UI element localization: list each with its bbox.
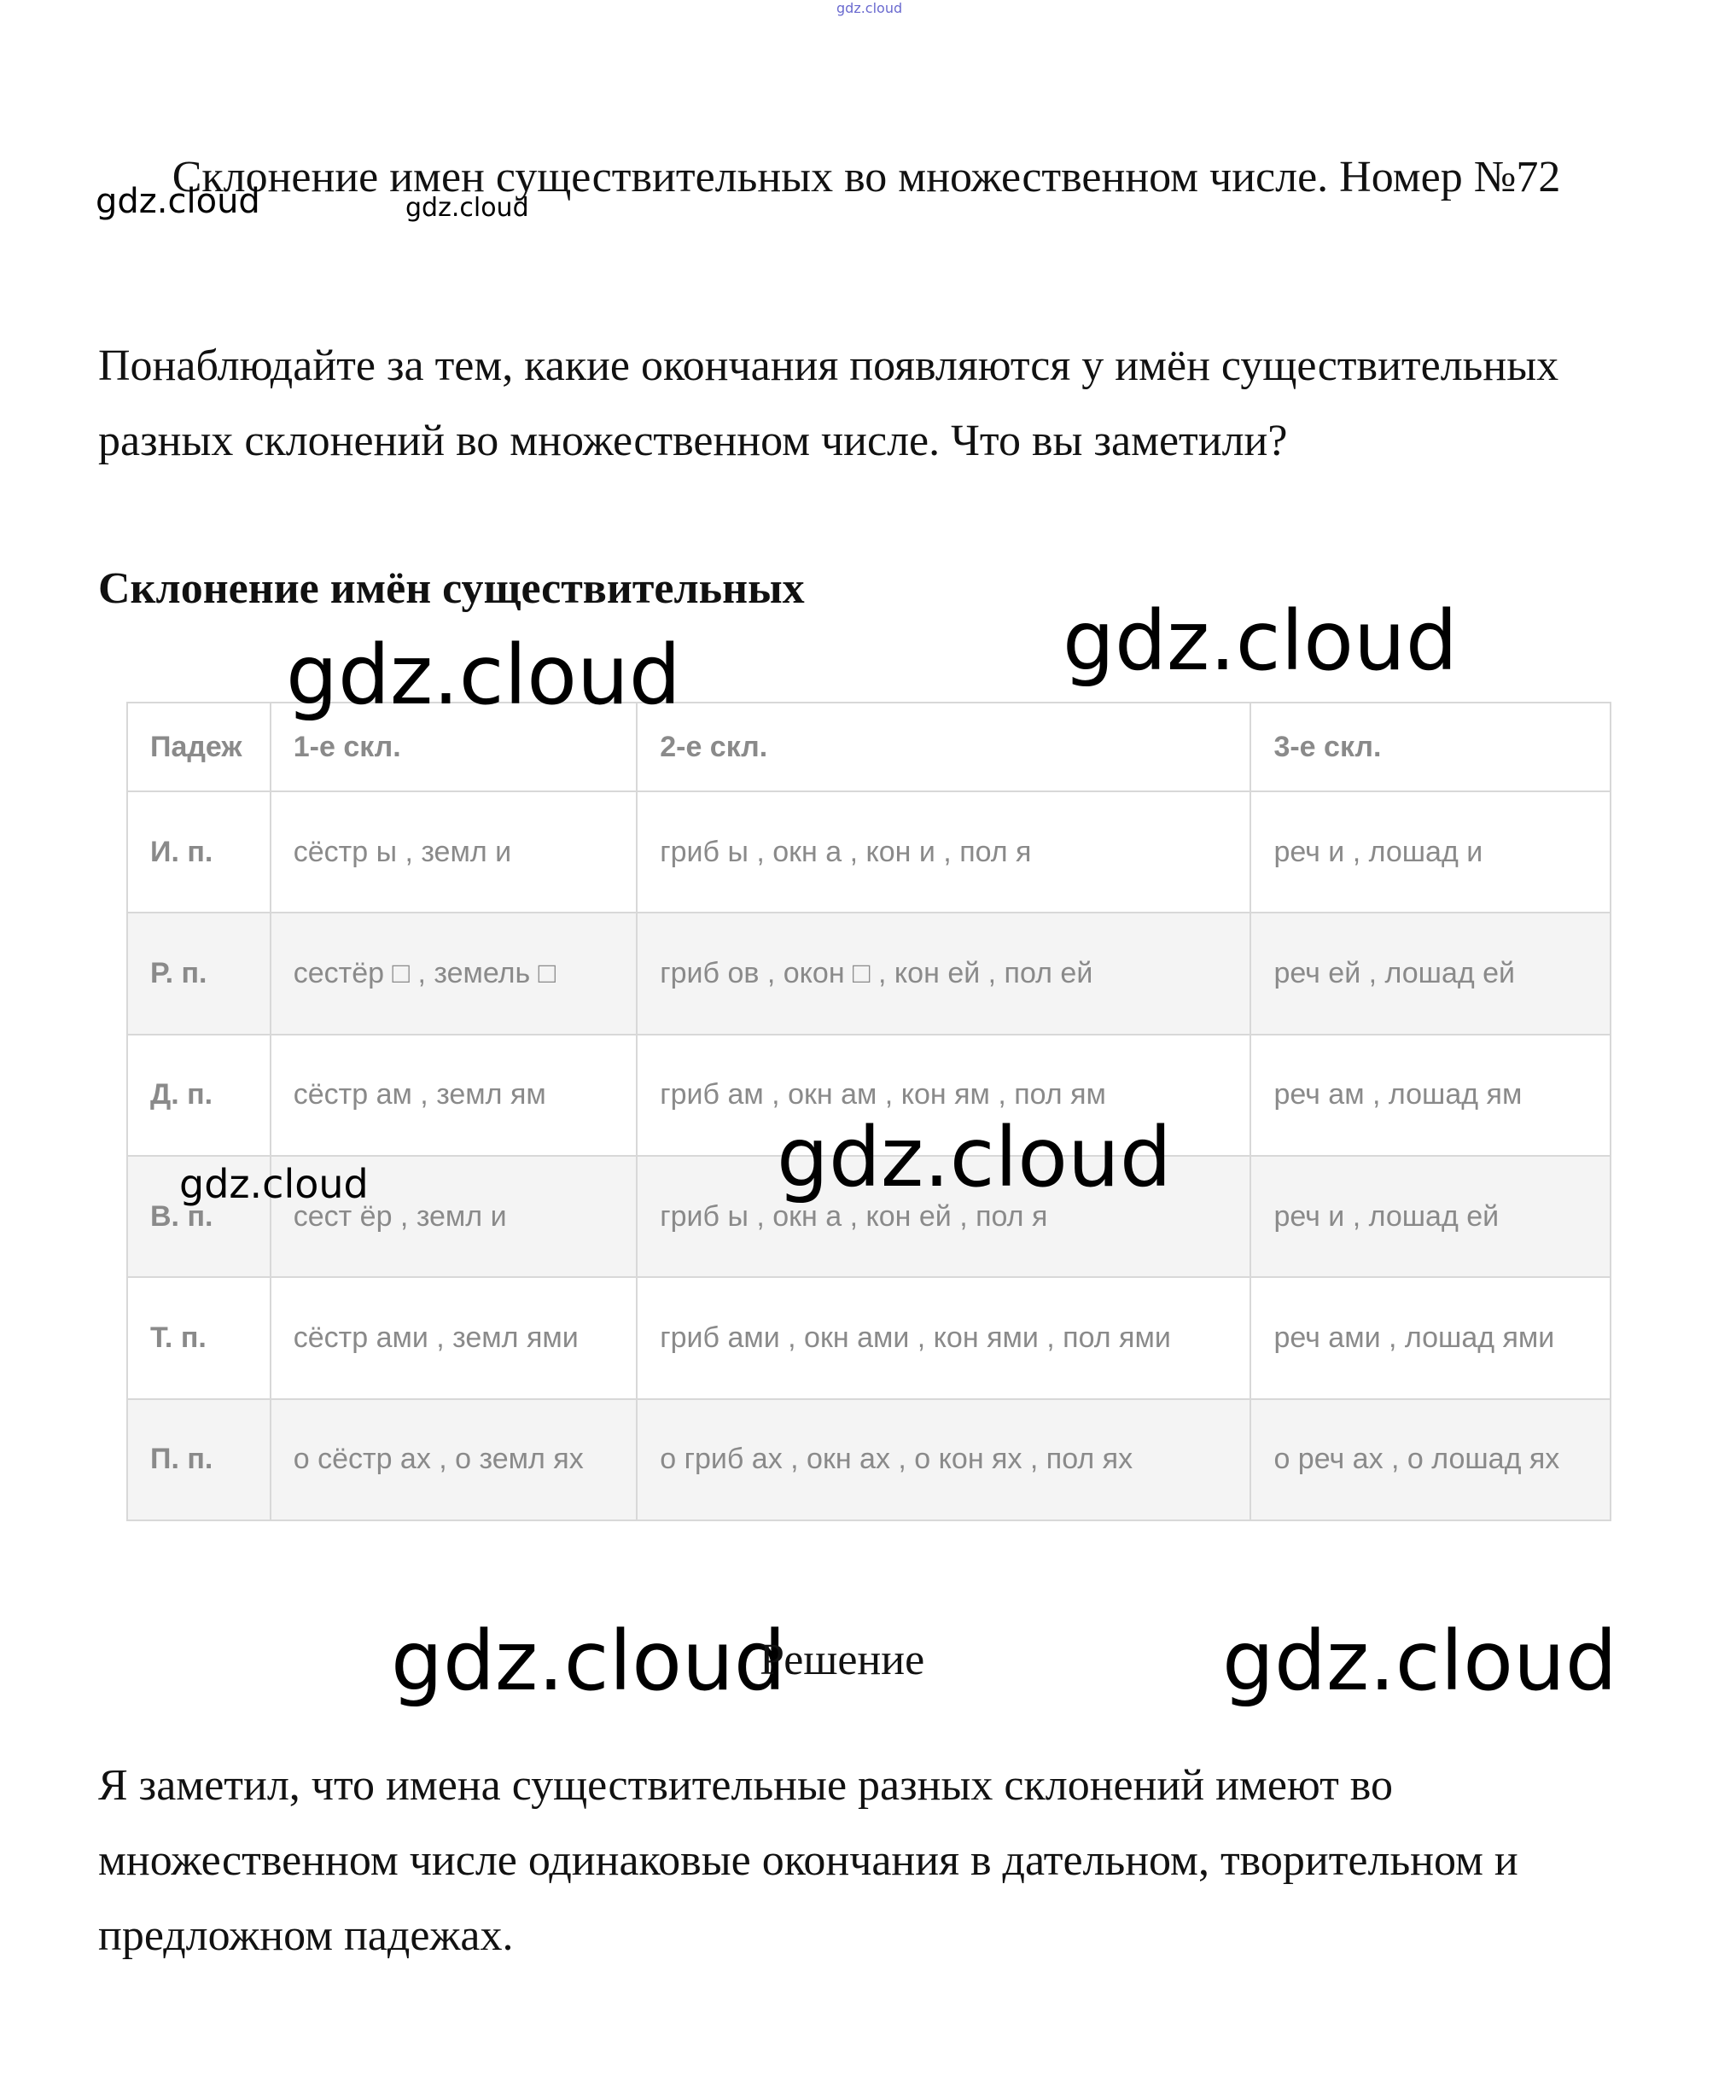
case-cell: П. п.	[127, 1399, 271, 1520]
case-cell: И. п.	[127, 791, 271, 913]
watermark-small: gdz.cloud	[179, 1161, 369, 1207]
answer-text: Я заметил, что имена существительные разных склонений имеют во множественном числе одинаковые окончания в дательном, творительном и предложном падежах.	[98, 1761, 1518, 1960]
decl-cell: сестёр □ , земель □	[271, 913, 637, 1034]
decl-cell: реч ей , лошад ей	[1250, 913, 1611, 1034]
watermark-large: gdz.cloud	[286, 627, 681, 723]
table-row	[127, 791, 1611, 913]
table-row	[127, 1277, 1611, 1398]
case-cell: Р. п.	[127, 913, 271, 1034]
watermark-large: gdz.cloud	[391, 1613, 786, 1709]
solution-label: Решение	[760, 1636, 925, 1684]
decl-cell: гриб ов , окон □ , кон ей , пол ей	[637, 913, 1250, 1034]
watermark-small: gdz.cloud	[405, 193, 529, 223]
watermark-small: gdz.cloud	[96, 182, 260, 221]
decl-cell: гриб ами , окн ами , кон ями , пол ями	[637, 1277, 1250, 1398]
watermark-large: gdz.cloud	[1063, 593, 1458, 689]
decl-cell: реч ам , лошад ям	[1250, 1035, 1611, 1156]
table-heading: Склонение имён существительных	[98, 564, 805, 613]
decl-cell: гриб ы , окн а , кон ей , пол я	[637, 1156, 1250, 1277]
decl-cell: сёстр ам , земл ям	[271, 1035, 637, 1156]
watermark-top: gdz.cloud	[836, 0, 903, 16]
case-cell: Т. п.	[127, 1277, 271, 1398]
task-text: Понаблюдайте за тем, какие окончания появляются у имён существительных разных склонений во множественном числе. Что вы заметили?	[98, 341, 1559, 465]
page-title: Склонение имен существительных во множественном числе. Номер №72	[172, 153, 1561, 201]
decl-cell: гриб ам , окн ам , кон ям , пол ям	[637, 1035, 1250, 1156]
decl-cell: сёстр ы , земл и	[271, 791, 637, 913]
decl-cell: о сёстр ах , о земл ях	[271, 1399, 637, 1520]
header-decl-3: 3-е скл.	[1250, 703, 1611, 791]
watermark-large: gdz.cloud	[1222, 1613, 1617, 1709]
table-row	[127, 913, 1611, 1034]
decl-cell: гриб ы , окн а , кон и , пол я	[637, 791, 1250, 913]
decl-cell: сест ёр , земл и	[271, 1156, 637, 1277]
header-case: Падеж	[127, 703, 271, 791]
header-decl-1: 1-е скл.	[271, 703, 637, 791]
table-row	[127, 1399, 1611, 1520]
watermark-large: gdz.cloud	[777, 1110, 1172, 1205]
decl-cell: о реч ах , о лошад ях	[1250, 1399, 1611, 1520]
decl-cell: реч ами , лошад ями	[1250, 1277, 1611, 1398]
header-decl-2: 2-е скл.	[637, 703, 1250, 791]
decl-cell: реч и , лошад и	[1250, 791, 1611, 913]
decl-cell: реч и , лошад ей	[1250, 1156, 1611, 1277]
case-cell: Д. п.	[127, 1035, 271, 1156]
decl-cell: о гриб ах , окн ах , о кон ях , пол ях	[637, 1399, 1250, 1520]
decl-cell: сёстр ами , земл ями	[271, 1277, 637, 1398]
case-cell: В. п.	[127, 1156, 271, 1277]
